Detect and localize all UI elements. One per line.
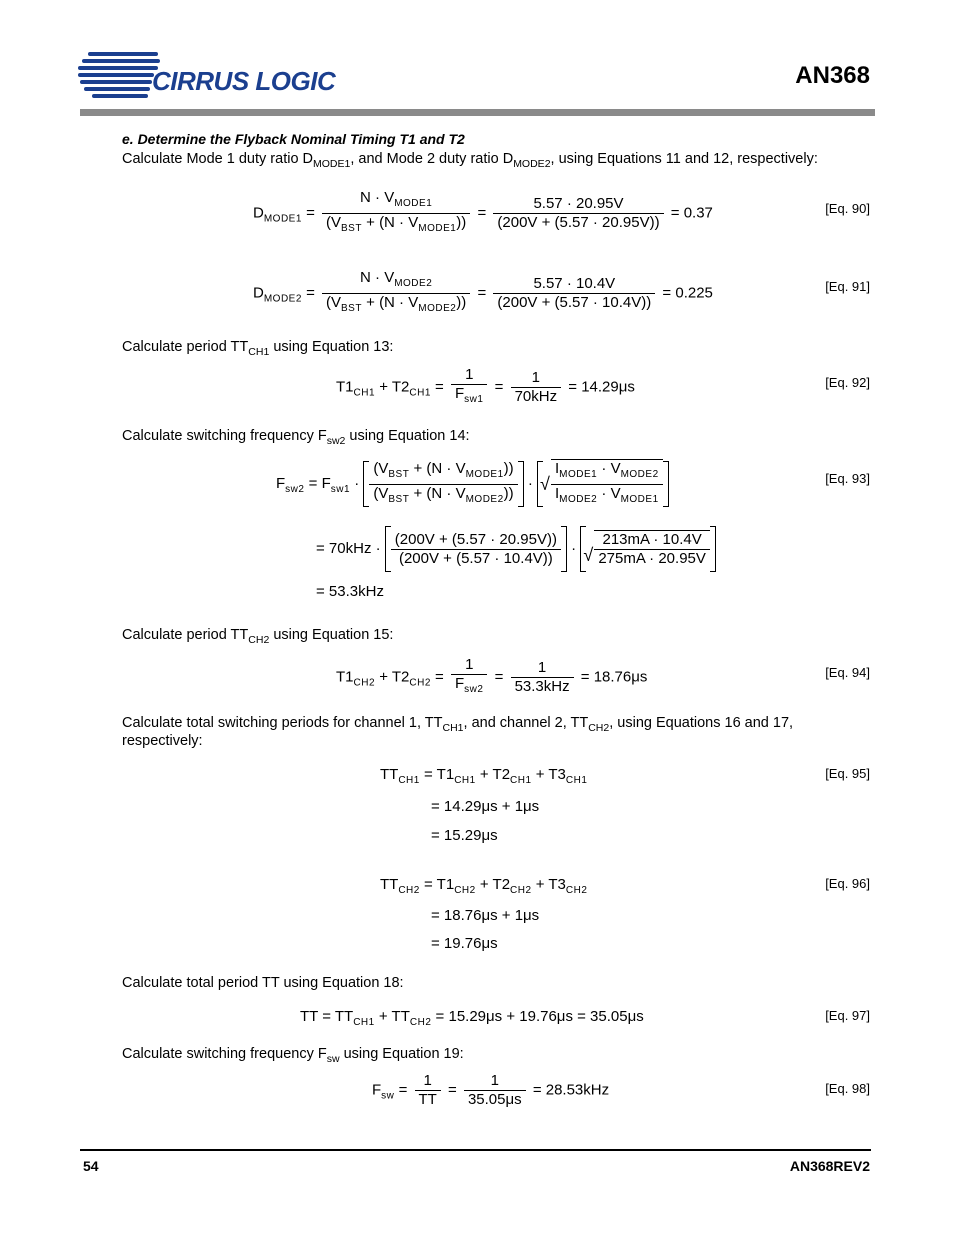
equation-98: $F_{sw}$ = $\frac{1}{TT}$ = $\frac{1}{35.05\mu s}$ = 28.53kHz — [372, 1072, 610, 1108]
eq-ref: [Eq. 97] — [825, 1008, 870, 1023]
doc-revision: AN368REV2 — [789, 1158, 870, 1174]
equation-90: $D_{MODE1}$ = $\frac{N \cdot V_{MODE1}}{(V_{BST} + (N \cdot V_{MODE1}))}$ = $\frac{5.57 \cdot 20.95V}{(200V + (5.57 \cdot 20.95V))}$ = 0.37 — [253, 189, 713, 234]
equation-93-line3: = 53.3kHz — [316, 583, 384, 600]
footer-divider — [80, 1149, 871, 1151]
paragraph: Calculate Mode 1 duty ratio $D_{MODE1}$, and Mode 2 duty ratio $D_{MODE2}$, using Equations 11 and 12, respectively: — [122, 151, 818, 170]
paragraph: Calculate total period TT using Equation 18: — [122, 975, 404, 991]
paragraph: Calculate switching frequency $F_{sw}$ using Equation 19: — [122, 1046, 464, 1065]
section-title: e. Determine the Flyback Nominal Timing T1 and T2 — [122, 131, 465, 147]
eq-ref: [Eq. 93] — [825, 471, 870, 486]
eq-ref: [Eq. 98] — [825, 1081, 870, 1096]
equation-95: $TT_{CH1} = T1_{CH1} + T2_{CH1} + T3_{CH1}$ — [380, 766, 588, 786]
equation-95-line3: = 15.29μs — [431, 827, 498, 844]
equation-94: $T1_{CH2} + T2_{CH2}$ = $\frac{1}{F_{sw2}}$ = $\frac{1}{\text{53.3kHz}}$ = 18.76μs — [336, 656, 648, 695]
paragraph: Calculate total switching periods for channel 1, $TT_{CH1}$, and channel 2, $TT_{CH2}$, using Equations 16 and 17, — [122, 715, 794, 734]
doc-id: AN368 — [795, 62, 870, 89]
equation-92: $T1_{CH1} + T2_{CH1}$ = $\frac{1}{F_{sw1}}$ = $\frac{1}{\text{70kHz}}$ = 14.29μs — [336, 366, 635, 405]
equation-96: $TT_{CH2} = T1_{CH2} + T2_{CH2} + T3_{CH2}$ — [380, 876, 588, 896]
equation-96-line2: = 18.76μs + 1μs — [431, 907, 540, 924]
company-logo: CIRRUS LOGIC — [152, 66, 336, 96]
equation-96-line3: = 19.76μs — [431, 935, 498, 952]
paragraph: Calculate period $TT_{CH1}$ using Equation 13: — [122, 339, 394, 358]
equation-93: $F_{sw2} = F_{sw1}$ · $\frac{(V_{BST} + (N \cdot V_{MODE1}))}{(V_{BST} + (N \cdot V_{MODE2}))}$ · √ $\frac{I_{MODE1} \cdot V_{MODE2}}{I_{MODE2} \cdot V_{MODE1}}$ — [276, 459, 669, 509]
page-number: 54 — [83, 1158, 99, 1174]
equation-95-line2: = 14.29μs + 1μs — [431, 798, 540, 815]
equation-91: $D_{MODE2}$ = $\frac{N \cdot V_{MODE2}}{(V_{BST} + (N \cdot V_{MODE2}))}$ = $\frac{5.57 \cdot 10.4V}{(200V + (5.57 \cdot 10.4V))}$ = 0.225 — [253, 269, 713, 314]
eq-ref: [Eq. 90] — [825, 201, 870, 216]
paragraph: Calculate period $TT_{CH2}$ using Equation 15: — [122, 627, 394, 646]
equation-97: TT = $TT_{CH1} + TT_{CH2} = 15.29\mu s + 19.76\mu s = 35.05\mu s$ — [300, 1008, 644, 1028]
equation-93-line2: = 70kHz · $\frac{(200V + (5.57 \cdot 20.95V))}{(200V + (5.57 \cdot 10.4V))}$ · √ $\frac{213mA \cdot 10.4V}{275mA \cdot 20.95V}$ — [316, 526, 716, 572]
eq-ref: [Eq. 94] — [825, 665, 870, 680]
eq-ref: [Eq. 96] — [825, 876, 870, 891]
paragraph: Calculate switching frequency $F_{sw2}$ using Equation 14: — [122, 428, 470, 447]
eq-ref: [Eq. 92] — [825, 375, 870, 390]
paragraph: respectively: — [122, 733, 203, 749]
eq-ref: [Eq. 91] — [825, 279, 870, 294]
eq-ref: [Eq. 95] — [825, 766, 870, 781]
header-divider — [80, 109, 875, 116]
